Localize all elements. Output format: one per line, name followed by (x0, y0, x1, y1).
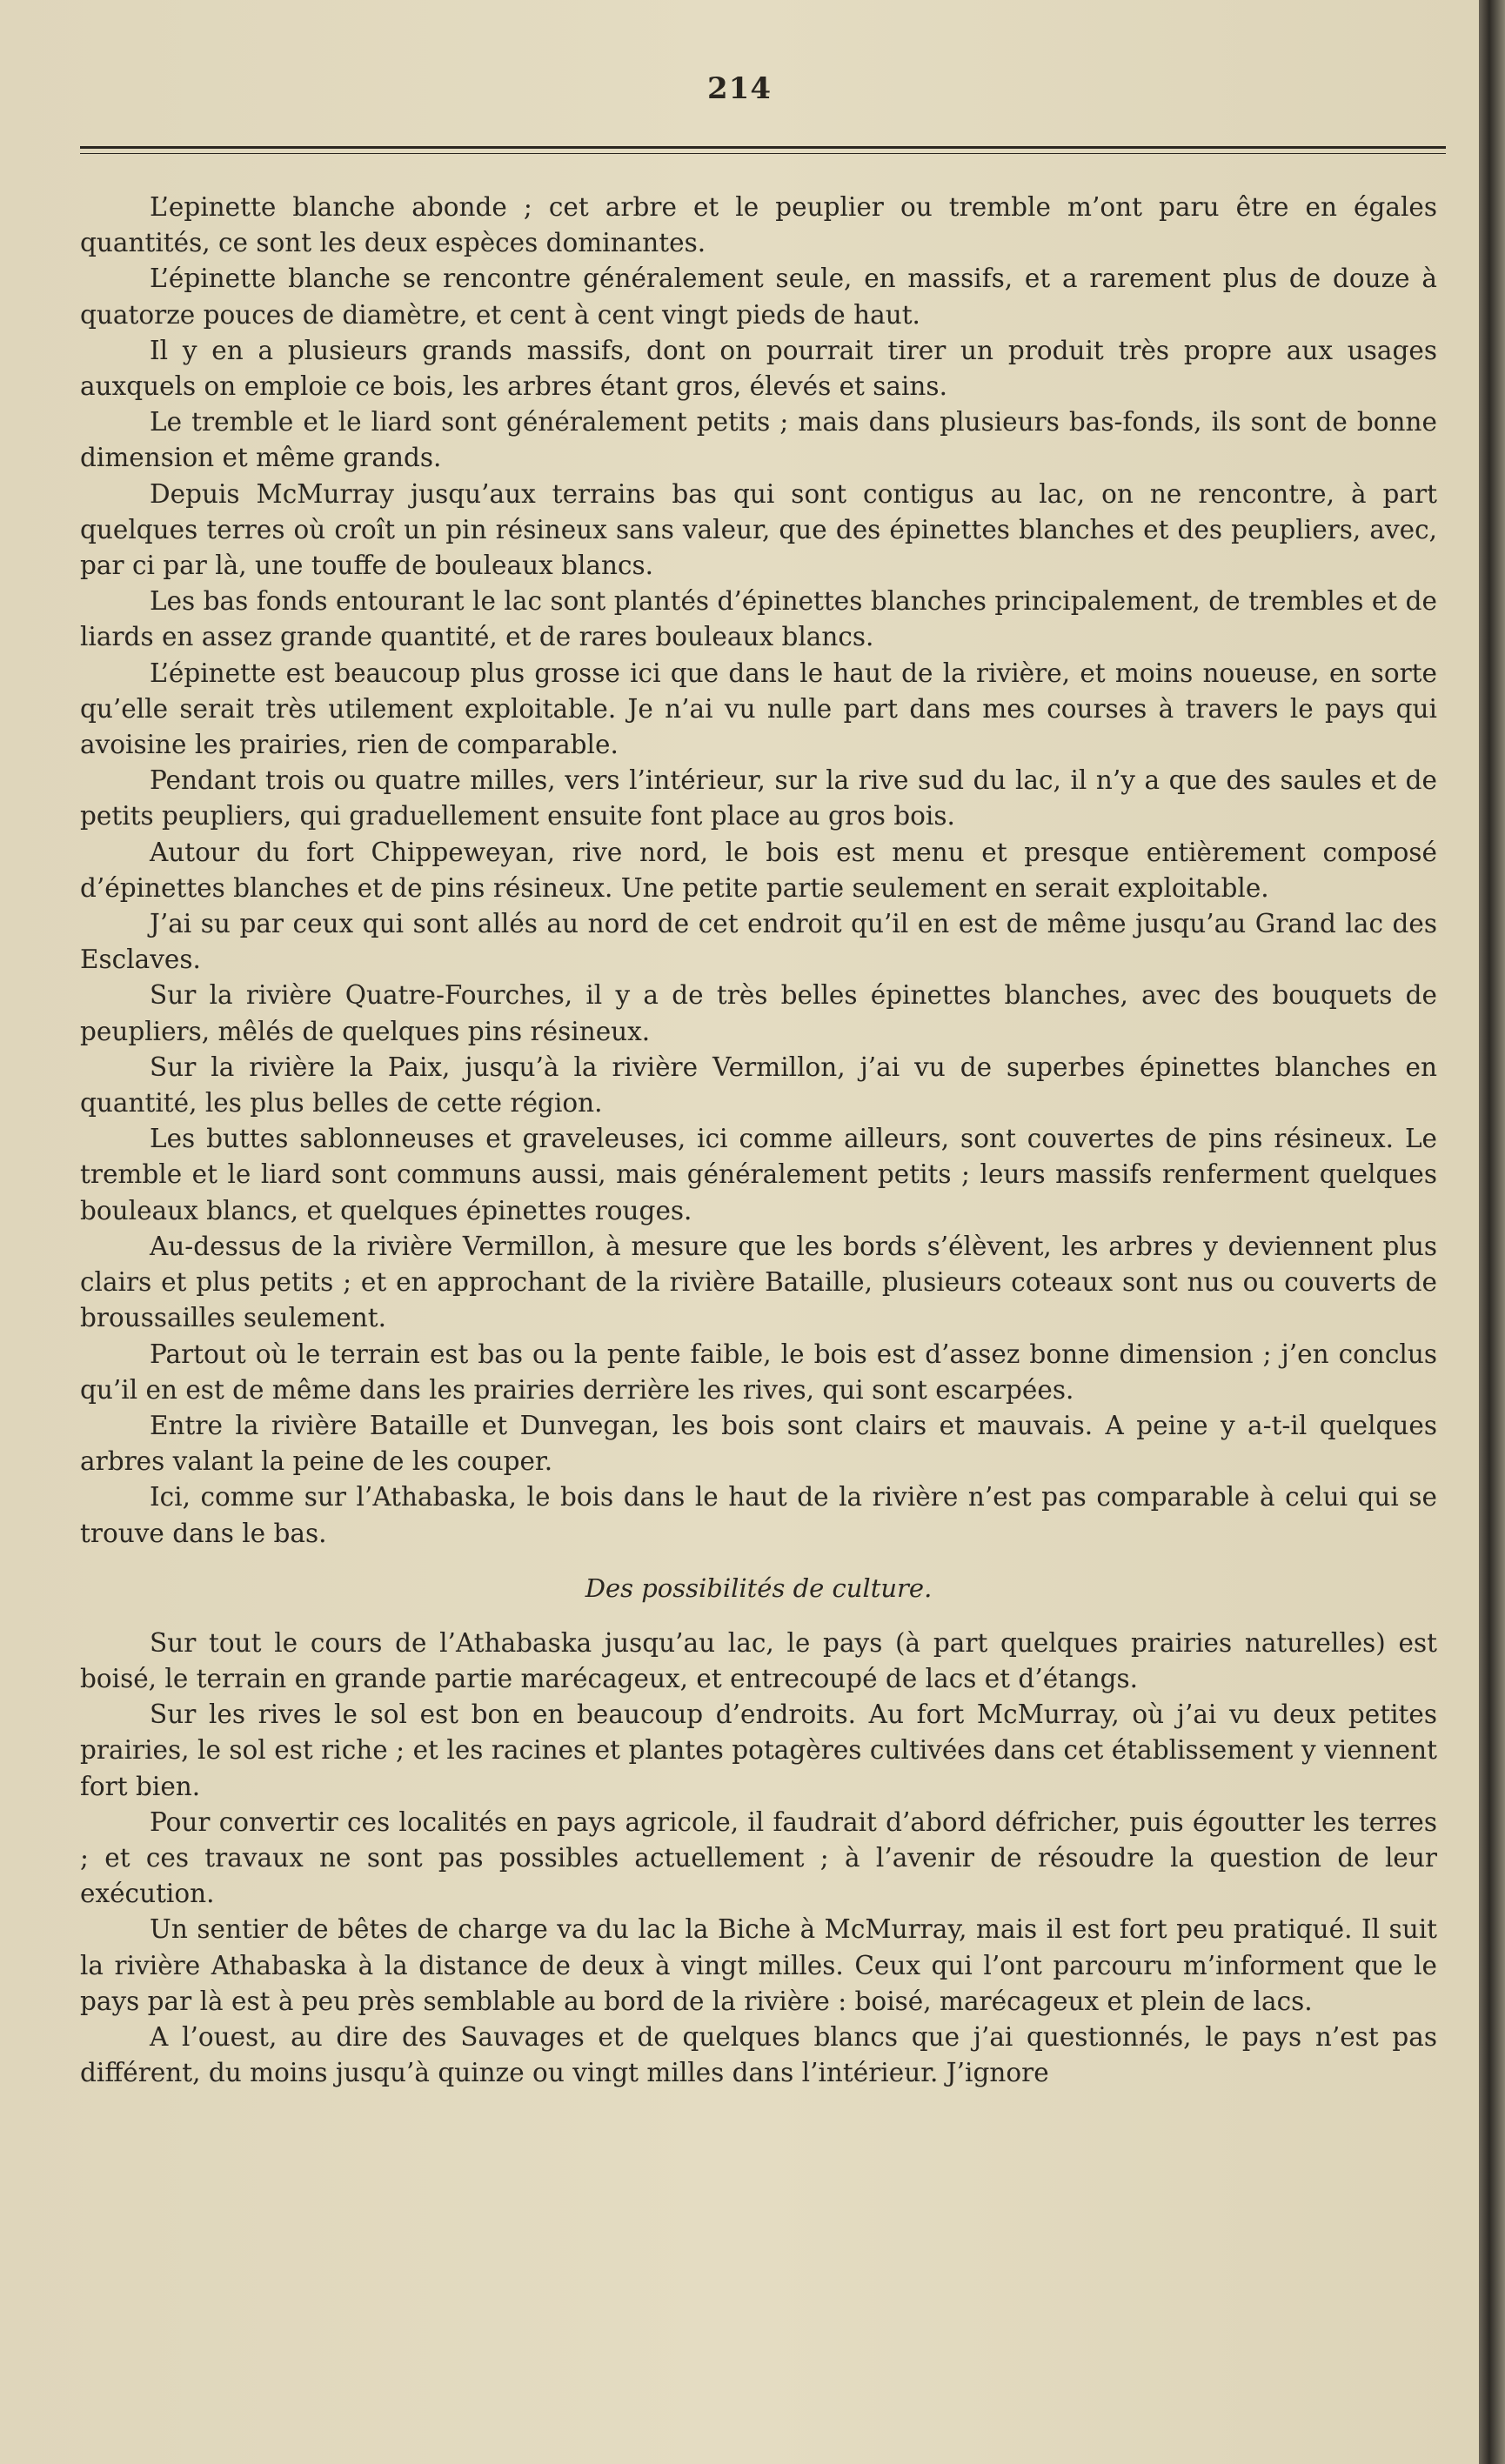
paragraph: Pour convertir ces localités en pays agricole, il faudrait d’abord défricher, puis égoutter les terres ; et ces travaux ne sont pas possibles actuellement ; à l’avenir de résoudre la question de leur exécution. (80, 1806, 1437, 1909)
section-heading: Des possibilités de culture. (585, 1573, 933, 1603)
paragraph: Sur la rivière Quatre-Fourches, il y a de très belles épinettes blanches, avec des bouquets de peupliers, mêlés de quelques pins résineux. (80, 980, 1437, 1046)
book-binding-edge (1479, 0, 1505, 2464)
paragraph: Un sentier de bêtes de charge va du lac la Biche à McMurray, mais il est fort peu pratiqué. Il suit la rivière Athabaska à la distance de deux à vingt milles. Ceux qui l’ont parcouru m’informent que le pays par là est à peu près semblable au bord de la rivière : boisé, marécageux et plein de lacs. (80, 1914, 1437, 2016)
paragraph: Sur tout le cours de l’Athabaska jusqu’au lac, le pays (à part quelques prairies naturelles) est boisé, le terrain en grande partie marécageux, et entrecoupé de lacs et d’étangs. (80, 1627, 1437, 1693)
paragraph: Les bas fonds entourant le lac sont plantés d’épinettes blanches principalement, de trembles et de liards en assez grande quantité, et de rares bouleaux blancs. (80, 586, 1437, 652)
paragraph: Entre la rivière Bataille et Dunvegan, les bois sont clairs et mauvais. A peine y a-t-il quelques arbres valant la peine de les couper. (80, 1410, 1437, 1477)
paragraph: L’epinette blanche abonde ; cet arbre et le peuplier ou tremble m’ont paru être en égales quantités, ce sont les deux espèces dominantes. (80, 192, 1437, 258)
body-text (80, 190, 1437, 2091)
paragraph: L’épinette est beaucoup plus grosse ici que dans le haut de la rivière, et moins noueuse, en sorte qu’elle serait très utilement exploitable. Je n’ai vu nulle part dans mes courses à travers le pays qui avoisine les prairies, rien de comparable. (80, 658, 1437, 760)
paragraph: Depuis McMurray jusqu’aux terrains bas qui sont contigus au lac, on ne rencontre, à part quelques terres où croît un pin résineux sans valeur, que des épinettes blanches et des peupliers, avec, par ci par là, une touffe de bouleaux blancs. (80, 478, 1437, 581)
paragraph: Ici, comme sur l’Athabaska, le bois dans le haut de la rivière n’est pas comparable à celui qui se trouve dans le bas. (80, 1482, 1437, 1548)
paragraph: Pendant trois ou quatre milles, vers l’intérieur, sur la rive sud du lac, il n’y a que des saules et de petits peupliers, qui graduellement ensuite font place au gros bois. (80, 765, 1437, 831)
paragraph: A l’ouest, au dire des Sauvages et de quelques blancs que j’ai questionnés, le pays n’est pas différent, du moins jusqu’à quinze ou vingt milles dans l’intérieur. J’ignore (80, 2021, 1437, 2088)
paragraph: Il y en a plusieurs grands massifs, dont on pourrait tirer un produit très propre aux usages auxquels on emploie ce bois, les arbres étant gros, élevés et sains. (80, 335, 1437, 402)
paragraph: J’ai su par ceux qui sont allés au nord de cet endroit qu’il en est de même jusqu’au Grand lac des Esclaves. (80, 909, 1437, 975)
paragraph: Partout où le terrain est bas ou la pente faible, le bois est d’assez bonne dimension ; j’en conclus qu’il en est de même dans les prairies derrière les rives, qui sont escarpées. (80, 1339, 1437, 1405)
paragraph: Sur les rives le sol est bon en beaucoup d’endroits. Au fort McMurray, où j’ai vu deux petites prairies, le sol est riche ; et les racines et plantes potagères cultivées dans cet établissement y viennent fort bien. (80, 1699, 1437, 1801)
page-number: 214 (707, 71, 772, 106)
paragraph: Au-dessus de la rivière Vermillon, à mesure que les bords s’élèvent, les arbres y deviennent plus clairs et plus petits ; et en approchant de la rivière Bataille, plusieurs coteaux sont nus ou couverts de broussailles seulement. (80, 1231, 1437, 1333)
paragraph: Les buttes sablonneuses et graveleuses, ici comme ailleurs, sont couvertes de pins résineux. Le tremble et le liard sont communs aussi, mais généralement petits ; leurs massifs renferment quelques bouleaux blancs, et quelques épinettes rouges. (80, 1124, 1437, 1225)
paragraph: Autour du fort Chippeweyan, rive nord, le bois est menu et presque entièrement composé d’épinettes blanches et de pins résineux. Une petite partie seulement en serait exploitable. (80, 837, 1437, 903)
header-rule (80, 146, 1446, 149)
paragraph: Sur la rivière la Paix, jusqu’à la rivière Vermillon, j’ai vu de superbes épinettes blanches en quantité, les plus belles de cette région. (80, 1052, 1437, 1118)
paragraph: Le tremble et le liard sont généralement petits ; mais dans plusieurs bas-fonds, ils sont de bonne dimension et même grands. (80, 407, 1437, 473)
header-rule-thin (80, 153, 1446, 154)
paragraph: L’épinette blanche se rencontre généralement seule, en massifs, et a rarement plus de douze à quatorze pouces de diamètre, et cent à cent vingt pieds de haut. (80, 264, 1437, 330)
